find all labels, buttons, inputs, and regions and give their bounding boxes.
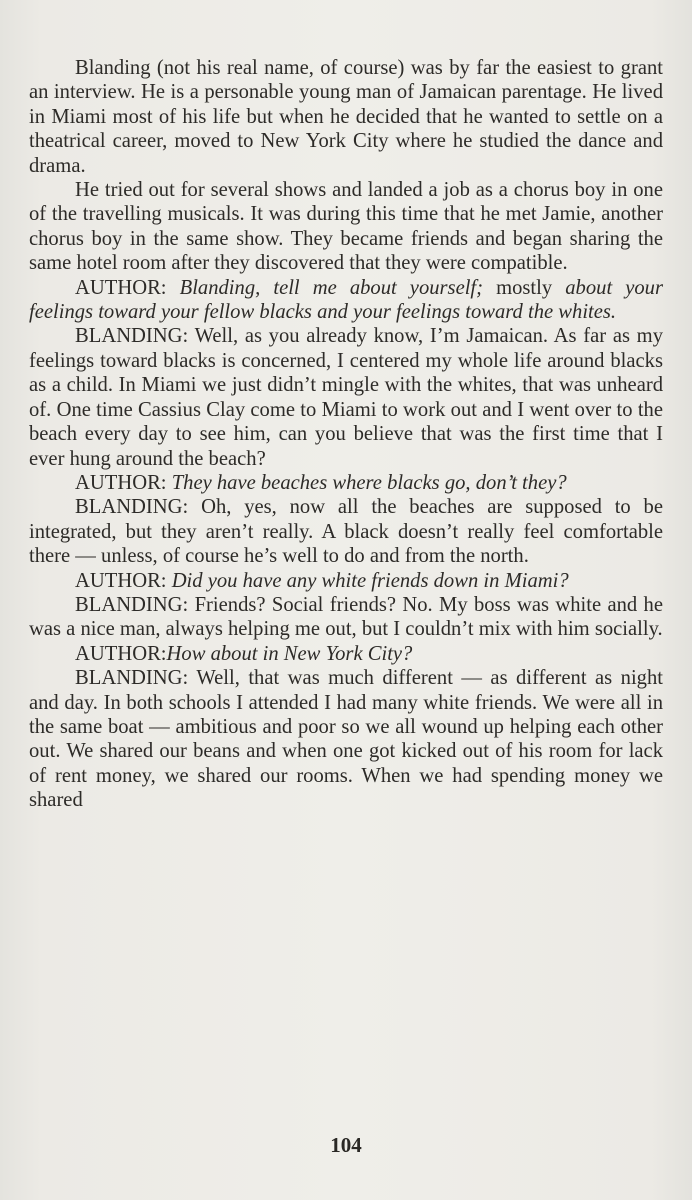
italic-text: Did you have any white friends down in Miami?: [171, 569, 569, 592]
text-segment: AUTHOR:: [75, 276, 180, 299]
paragraph: [29, 569, 663, 593]
paragraph: [29, 324, 663, 470]
italic-text: They have beaches where blacks go, don’t they?: [171, 471, 567, 494]
italic-text: Blanding, tell me about yourself;: [179, 276, 484, 299]
paragraph: [29, 178, 663, 276]
paragraph: [29, 666, 663, 812]
paragraph: [29, 276, 663, 325]
body-text: [29, 56, 663, 813]
italic-text: about your feelings toward your fellow blacks and your feelings toward the whites.: [29, 276, 663, 324]
text-segment: mostly: [483, 276, 566, 299]
text-segment: BLANDING: Well, that was much different — as different as night and day. In both schools I attended I had many white friends. We were all in the same boat — ambitious and poor so we all wound up helping each other out. We shared our beans and when one got kicked out of his room for lack of rent money, we shared our rooms. When we had spending money we shared: [29, 667, 663, 812]
text-segment: BLANDING: Oh, yes, now all the beaches are supposed to be integrated, but they aren’t really. A black doesn’t really feel comfortable there — unless, of course he’s well to do and from the north.: [29, 496, 663, 568]
text-segment: BLANDING: Friends? Social friends? No. My boss was white and he was a nice man, always helping me out, but I couldn’t mix with him socially.: [29, 593, 663, 641]
text-segment: AUTHOR:: [75, 642, 167, 665]
text-segment: AUTHOR:: [75, 569, 172, 592]
text-segment: Blanding (not his real name, of course) was by far the easiest to grant an interview. He is a personable young man of Jamaican parentage. He lived in Miami most of his life but when he decided that he wanted to settle on a theatrical career, moved to New York City where he studied the dance and drama.: [29, 57, 663, 177]
text-segment: He tried out for several shows and landed a job as a chorus boy in one of the travelling musicals. It was during this time that he met Jamie, another chorus boy in the same show. They became friends and began sharing the same hotel room after they discovered that they were compatible.: [29, 179, 663, 275]
paragraph: [29, 56, 663, 178]
text-segment: AUTHOR:: [75, 471, 172, 494]
text-segment: BLANDING: Well, as you already know, I’m Jamaican. As far as my feelings toward blacks is concerned, I centered my whole life around blacks as a child. In Miami we just didn’t mingle with the whites, that was unheard of. One time Cassius Clay come to Miami to work out and I went over to the beach every day to see him, can you believe that was the first time that I ever hung around the beach?: [29, 325, 663, 470]
paragraph: [29, 471, 663, 495]
italic-text: How about in New York City?: [166, 642, 413, 665]
paragraph: [29, 495, 663, 568]
paragraph: [29, 642, 663, 666]
paragraph: [29, 593, 663, 642]
page-number: 104: [330, 1133, 362, 1157]
